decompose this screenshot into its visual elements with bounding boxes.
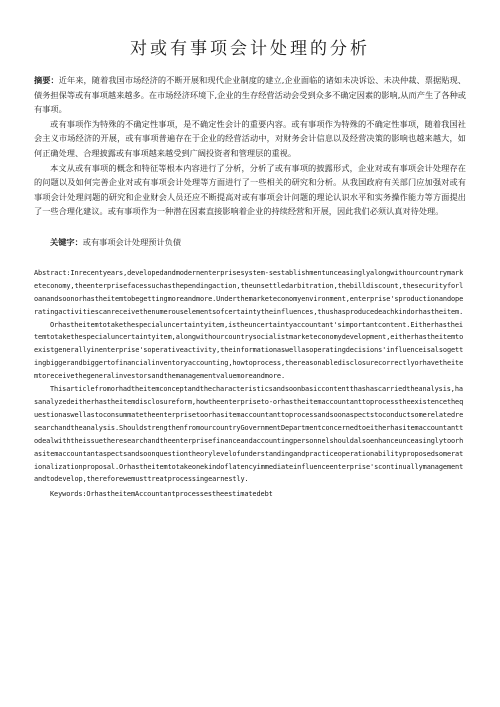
abstract-en-paragraph-3 xyxy=(34,383,466,486)
abstract-cn-text-2: 或有事项作为特殊的不确定性事项，是不确定性会计的重要内容。或有事项作为特殊的不确定性事项，随着我国社会主义市场经济的开展，或有事项普遍存在于企业的经营活动中，对财务会计信息以及经营决策的影响也越来越大，如何正确处理、合理披露或有事项越来越受到广阔投资者和管理层的重视。 xyxy=(34,118,466,158)
abstract-en-text-2: Orhastheitemtotakethespecialuncertaintyitem,istheuncertaintyaccountant'simportantcontent.Eitherhastheitemtotakethespecialuncertaintyitem,alongwithourcountrysocialistmarketeconomydevelopment,eitherhastheitemtoexistgenerallyinenterprise'soperativeactivity,theinformationaswellasoperatingdecisions'influenceisalsogettingbiggerandbiggertofinancialinventoryaccounting,howtoprocess,thereasonabledisclosurecorrectlyorhavetheitemtoreceivethegeneralinvestorsandthemanagementvaluemoreandmore. xyxy=(34,320,464,381)
abstract-en-paragraph-2 xyxy=(34,319,466,384)
keywords-cn xyxy=(34,235,466,249)
abstract-en-text-3: Thisarticlefromorhadtheitemconceptandthecharacteristicsandsoonbasiccontentthashascarriedtheanalysis,hasanalyzedeitherhastheitemdisclosureform,howtheenterpriseto-orhastheitemaccountanttoprocesstheexistencethequestionaswellastoconsummatetheenterprisetoorhasitemaccountanttoprocessandsoonaspectstoconductsomerelatedresearchandtheanalysis.ShouldstrengthenfromourcountryGovernmentDepartmentconcernedtoeitherhasitemaccountanttodealwiththeissuetheresearchandtheenterprisefinanceandaccountingpersonnelshouldalsoenhanceunceasinglytoorhasitemaccountantaspectsandsoonquestiontheorylevelofunderstandingandpracticeoperationabilityproposedsomerationalizationproposal.Orhastheitemtotakeonekindoflatencyimmediateinfluenceenterprise'scontinuallymanagementandtodevelop,thereforewemusttreatprocessingearnestly. xyxy=(34,385,464,484)
keywords-cn-text: 或有事项会计处理预计负债 xyxy=(82,236,182,247)
abstract-cn-text-3: 本文从或有事项的概念和特征等根本内容进行了分析，分析了或有事项的披露形式，企业对或有事项会计处理存在的问题以及如何完善企业对或有事项会计处理等方面进行了一些相关的研究和分析。从我国政府有关部门应加强对或有事项会计处理问题的研究和企业财会人员还应不断提高对或有事项会计问题的理论认识水平和实务操作能力等方面提出了一些合理化建议。或有事项作为一种潜在因素直接影响着企业的持续经营和开展，因此我们必须认真对待处理。 xyxy=(34,162,466,217)
abstract-cn-paragraph-1 xyxy=(34,73,466,117)
abstract-cn-paragraph-2 xyxy=(34,117,466,161)
abstract-en-paragraph-1: Abstract:Inrecentyears,developedandmodernenterprisesystem-sestablishmentunceasinglyalongwithourcountrymarketeconomy,theenterprisefacessuchasthependingaction,theunsettledarbitration,thebilldiscount,thesecurityforloanandsoonorhastheitemtobegettingmoreandmore.Underthemarketeconomyenvironment,enterprise'sproductionandoperatingactivitiescanreceivethenumerouselementsofcertaintytheinfluences,thushasproducedeachkindorhastheitem. xyxy=(34,268,464,316)
abstract-cn-label: 摘要： xyxy=(34,75,59,85)
keywords-cn-label: 关键字： xyxy=(50,236,83,247)
paper-title: 对或有事项会计处理的分析 xyxy=(130,39,370,59)
keywords-en xyxy=(34,488,466,501)
abstract-cn-paragraph-3 xyxy=(34,161,466,219)
keywords-en-text: Keywords:OrhastheitemAccountantprocessestheestimatedebt xyxy=(50,490,273,499)
abstract-cn-text-1: 近年来，随着我国市场经济的不断开展和现代企业制度的建立,企业面临的诸如未决诉讼、未决仲裁、票据贴现、债务担保等或有事项越来越多。在市场经济环境下,企业的生存经营活动会受到众多不确定因素的影响,从而产生了各种或有事项。 xyxy=(34,75,466,115)
